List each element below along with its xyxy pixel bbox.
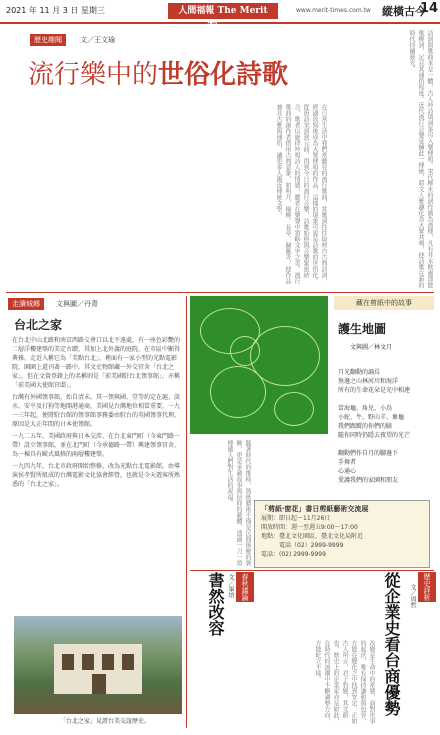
info-line: 電話：(02) 2999-9999 bbox=[261, 551, 326, 558]
top-article-tag: 歷史趣聞 bbox=[30, 34, 66, 46]
top-right-body bbox=[332, 30, 434, 288]
top-article-body bbox=[28, 104, 328, 286]
window bbox=[122, 654, 134, 670]
section-divider bbox=[6, 292, 434, 293]
lower-middle-body bbox=[190, 440, 252, 566]
headline-part-1: 流行樂中的 bbox=[28, 60, 159, 90]
headline-part-2: 世俗化詩歌 bbox=[158, 60, 289, 90]
body-paragraph: 一九二五年，美國政府與日本交涉，在台北東門町（今東門路一帶）設立領事館，並在北門町（今承德路一帶）興建領事官舍，為一棟具有歐式風格的兩層樓建築。 bbox=[12, 433, 181, 458]
poem-line bbox=[338, 395, 432, 404]
body-paragraph: 在台北中山北路和南京西路交會口以北不遠處，有一座色彩艷的二層洋樓建築的美定古蹟，其加上北外義的庭院，在市區中顯得典雅。走近入稱它為「美點台北」，裡面有一家小型的光點電影院，園園上還刊著一路中。其文史物館藏一外交官舍「台北之家」，但在文資登錄上的名稱則是「前美國駐台北領事館」，亦稱「前美國大使館官邸」。 bbox=[12, 337, 181, 389]
top-article-filler: 在日常生活中我們常聽見的流行歌曲，其歌詞往往取材自古典詩詞，經過改寫後成為大眾傳唱的作品，這樣的現象可說是詩歌的世俗化。從唐詩宋詞到元曲，再到今日的流行音樂，詩歌始終與音樂緊密結合，歌者以旋律吟唱詩人的情感，聽者在樂聲中領略文字之美。流行歌曲的創作者借用古典意象，如明月、楊柳、長亭、歸雁等，使作品兼具古雅與通俗，讓更多人親近傳統文學。 bbox=[275, 104, 327, 284]
poem-line bbox=[338, 440, 432, 449]
photo-caption: 「台北之家」見證台美交誼歷史。 bbox=[60, 718, 151, 725]
house-shape bbox=[54, 644, 142, 694]
section-name: 縱橫古今 bbox=[382, 5, 426, 18]
body-paragraph: 台灣有外國領事館，始自清末。其一領與國、堂等約定在滬、淡水、安平及打狗等地開港通商，美國見台灣地位相當重要，一九一三年起，便將駐台館的領事館事務委由駐台的英國領事代理，原因是大正年間的日本使領館。 bbox=[12, 394, 181, 428]
info-line: 展期：即日起～11月26日 bbox=[261, 515, 331, 522]
promo-title: 護生地圖 bbox=[338, 322, 387, 336]
poem-line: 當海龜、角兒、小鳥 bbox=[338, 405, 393, 412]
poem-line: 愛護我們的家園和朋友 bbox=[338, 477, 399, 484]
body-paragraph: 一九四九年，台北市政府開始整修，改為光點台北電影館，由導演侯孝賢所組成的台灣電影文化協會經營，也就是今天遊客所熟悉的「台北之家」。 bbox=[12, 463, 181, 488]
history-column-tag: 歷史評析 bbox=[418, 572, 436, 602]
promo-header: 藏在剪紙中的故事 bbox=[334, 296, 434, 310]
page-number: 14 bbox=[420, 1, 439, 16]
poem-line: 手舞者 bbox=[338, 459, 357, 466]
poem-line: 所有的生命花朵是光中相連 bbox=[338, 387, 411, 394]
info-title: 「剪紙‧窗花」書日剪紙藝術交流展 bbox=[261, 505, 369, 513]
left-article-title: 台北之家 bbox=[14, 318, 63, 332]
poem-line: 心通心 bbox=[338, 468, 357, 475]
art-swirl bbox=[230, 336, 260, 366]
middle-lower-filler: 改變是生命中的常態，面對世事的起伏，唯有保持謙和與包容，方能在變化之中找到安定，正如古人所言，君子豹變，其文蔚也。歷史上的企業家亦是如此，在時代的浪潮中不斷調整方向，方能屹立不搖。 bbox=[314, 640, 375, 724]
history-column-author: 文／周哲 bbox=[409, 584, 416, 608]
promo-poem bbox=[338, 368, 432, 485]
newspaper-logo: 人間福報 The Merit Times bbox=[168, 3, 278, 19]
spring-column-title: 書然改容 bbox=[206, 572, 225, 636]
left-article-tag: 走讀城鄉 bbox=[8, 298, 44, 310]
lower-divider bbox=[190, 570, 434, 571]
top-article-headline bbox=[28, 58, 288, 92]
top-article-author: 文／王文瑜 bbox=[80, 36, 115, 44]
poem-line: 翻動們作自月的腳邊下 bbox=[338, 450, 399, 457]
issue-date: 2021 年 11 月 3 日 星期三 bbox=[6, 6, 105, 15]
spring-column-tag: 春秋議論 bbox=[236, 572, 254, 602]
poem-line: 無邊之山林河川和海洋 bbox=[338, 378, 399, 385]
window bbox=[62, 654, 74, 670]
art-swirl bbox=[274, 392, 314, 426]
left-article-body bbox=[12, 336, 184, 612]
promo-author: 文與圖／林文月 bbox=[350, 344, 393, 351]
site-url: www.merit-times.com.tw bbox=[296, 7, 371, 14]
exhibition-info-box bbox=[254, 500, 430, 568]
middle-lower-body bbox=[190, 640, 376, 728]
info-line: 地點：臺北文化園區，臺北文化局附近 bbox=[261, 533, 364, 540]
art-swirl bbox=[210, 366, 266, 418]
top-right-filler: 詩詞與歌曲本是一體，古人吟詩填詞多可入樂傳唱。宋代柳永的詞作廣為流傳，凡有井水飲處即能歌柳詞，足見其通俗程度。近代流行音樂延續此一傳統，將文人雅趣化為大眾共鳴，使詩歌在新的時代持續發光。 bbox=[408, 30, 433, 288]
spring-column-body bbox=[14, 572, 15, 573]
page-header bbox=[0, 0, 440, 32]
poem-line: 小蛇、牛、野山羊、象龜 bbox=[338, 414, 405, 421]
info-line: 電話（02）2999-9999 bbox=[261, 542, 344, 549]
poem-line: 月光翻動的誦焉 bbox=[338, 369, 381, 376]
window bbox=[82, 654, 94, 670]
door bbox=[92, 674, 106, 694]
left-article-author: 文與圖／丹青 bbox=[56, 300, 98, 308]
info-line: 開放時間：週一至週五9:00～17:00 bbox=[261, 524, 358, 531]
lower-middle-filler: 隨著時代的推移，剪紙藝術不僅是民間節慶的裝飾，更是承載故事與信仰的載體，透過一刀一剪傳遞人們對生活的祝福。 bbox=[226, 440, 251, 566]
taipei-house-photo bbox=[14, 616, 182, 714]
paper-cut-artwork bbox=[190, 296, 328, 434]
spring-column-author: 文／畢培 bbox=[227, 574, 234, 598]
poem-line: 我們跟蹤的你們的臉 bbox=[338, 423, 393, 430]
poem-line: 隨你同時仍隱去夜望的光芒 bbox=[338, 432, 411, 439]
history-column-title: 從企業史看台商優勢 bbox=[382, 572, 401, 716]
column-divider bbox=[186, 296, 187, 728]
window bbox=[102, 654, 114, 670]
